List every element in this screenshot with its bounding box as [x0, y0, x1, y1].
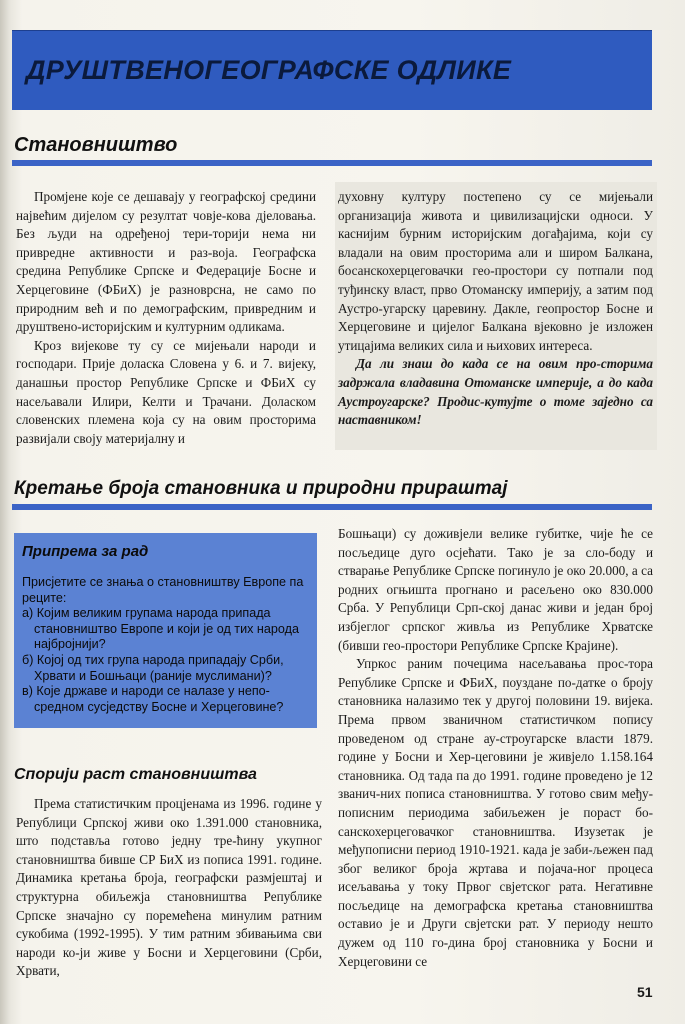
- page-number: 51: [637, 984, 653, 1000]
- section2-left-column: [16, 795, 322, 981]
- section1-left-column: [16, 188, 316, 448]
- section-title-population: Становништво: [14, 134, 178, 156]
- section2-right-column: [338, 525, 653, 971]
- chapter-title: ДРУШТВЕНОГЕОГРАФСКЕ ОДЛИКЕ: [26, 54, 512, 85]
- preparation-box-body: [22, 575, 312, 715]
- subsection-title-slower-growth: Спорији раст становништва: [14, 766, 257, 783]
- preparation-intro: Присјетите се знања о становништву Европе па реците:: [22, 575, 304, 605]
- paragraph: духовну културу постепено су се мијењали организација живота и цивилизацијски односи. У каснијим бурним историјским догађајима, који су владали на овим просторима али и широм Балкана, босанскохерцеговачки гео-простори су потпали под туђинску власт, прво Отоманску империју, а затим под Аустро-угарску царевину. Дакле, геопростор Босне и Херцеговине и цијелог Балкана вјековно је изложен утицајима великих сила и њихових интереса.: [338, 189, 653, 353]
- preparation-item: б) Којој од тих група народа припадају Срби, Хрвати и Бошњаци (раније муслимани)?: [22, 652, 284, 683]
- paragraph: Кроз вијекове ту су се мијењали народи и господари. Прије доласка Словена у 6. и 7. вијеку, данашњи простор Републике Српске и ФБиХ су насељавали Илири, Келти и Трачани. Доласком словенских племена која су на овим просторима развијали своју материјалну и: [16, 337, 316, 446]
- section-rule: [12, 160, 652, 166]
- paragraph: Према статистичким процјенама из 1996. године у Републици Српској живи око 1.391.000 становника, што подставља готово једну тре-ћину укупног становништва бивше СР БиХ из пописа 1991. године. Динамика кретања броја, географски размјештај и структурна обиљежја становништва Републике Српске значајно су поремећена минулим ратним сукобима (1992-1995). У тим ратним збивањима сви народи ко-ји живе у Босни и Херцеговини (Срби, Хрвати,: [16, 796, 322, 979]
- preparation-item: а) Којим великим групама народа припада становништво Европе и који је од тих народа најбројнији?: [22, 606, 299, 652]
- paragraph: Упркос раним почецима насељавања прос-тора Републике Српске и ФБиХ, поуздане по-датке о броју становника налазимо тек у другој половини 19. вијека. Према првом званичном статистичком попису проведеном од стране ау-строугарске власти 1879. године у Босни и Хер-цеговини је живјело 1.158.164 становника. Од тада па до 1991. године проведено је 12 званич-них пописа становништва. У готово свим међу-пописним периодима забиљежен је пораст бо-санскохерцеговачког становништва. Изузетак је међупописни период 1910-1921. када је заби-љежен пад због великог броја жртава и појача-ног процеса исељавања у току Првог свјетског рата. Негативне посљедице на демографска кретања становништва оставио је и Други свјетски рат. У периоду нешто дужем од 110 го-дина број становника у Босни и Херцеговини се: [338, 656, 653, 969]
- section1-right-column: [338, 188, 653, 430]
- chapter-banner: [12, 30, 652, 110]
- paragraph: Промјене које се дешавају у географској средини највећим дијелом су резултат човје-кова дјеловања. Без људи на одређеној тери-торији нема ни привредне активности и раз-воја. Географска средина Републике Српске и Федерације Босне и Херцеговине (ФБиХ) је разноврсна, не само по природним већ и по демографским, привредним и друштвено-историјским и културним одликама.: [16, 189, 316, 335]
- preparation-box-title: Припрема за рад: [22, 543, 149, 560]
- section-rule: [12, 504, 652, 510]
- discussion-question: Да ли знаш до када се на овим про-сторима задржала владавина Отоманске империје, а до када Аустроугарске? Продис-кутујте о томе заједно са наставником!: [338, 356, 653, 428]
- preparation-box: [14, 533, 317, 728]
- paragraph: Бошњаци) су доживјели велике губитке, чије ће се посљедице дуго осјећати. Тако је за сло-боду и стварање Републике Српске погинуло је око 20.000, а са родних огњишта прогнано и расељено око 830.000 Срба. У Републици Срп-ској данас живи и један број избјеглог српског живља из Републике Хрватске (бивши гео-простори Републике Српске Крајине).: [338, 526, 653, 653]
- section-title-population-change: Кретање броја становника и природни прираштај: [14, 478, 508, 499]
- preparation-item: в) Које државе и народи се налазе у непо-средном сусједству Босне и Херцеговине?: [22, 684, 284, 714]
